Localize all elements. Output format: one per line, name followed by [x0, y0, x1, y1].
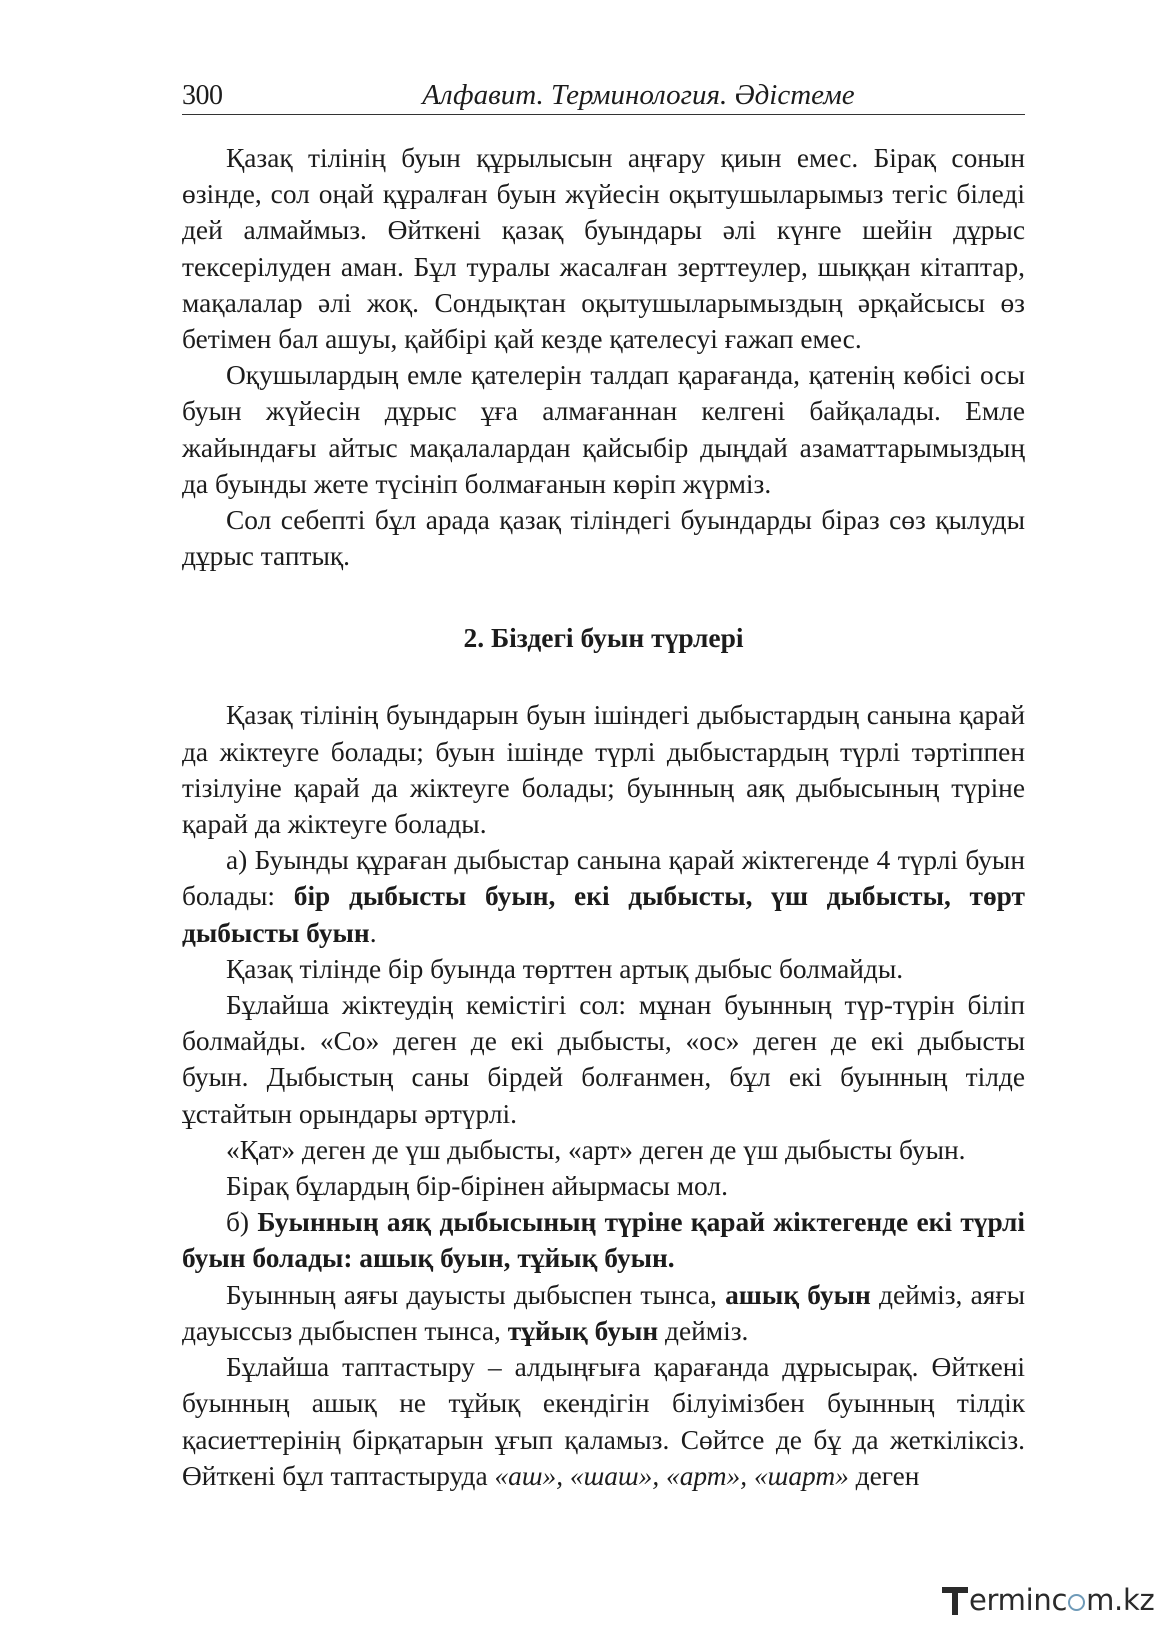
paragraph-open-t2: дейміз, аяғы дауыссыз дыбыспен тынса, — [182, 1279, 1025, 1346]
paragraph-open-t3: дейміз. — [658, 1315, 749, 1346]
paragraph-a — [182, 842, 1025, 951]
paragraph-last-tail: деген — [848, 1460, 920, 1491]
term-open-syllable: ашық буын — [725, 1279, 871, 1310]
paragraph-open-closed — [182, 1277, 1025, 1349]
paragraph-a-bold: бір дыбысты буын, екі дыбысты, үш дыбысты, төрт дыбысты буын — [182, 881, 1025, 948]
paragraph-a-tail: . — [369, 917, 377, 948]
page-body — [182, 140, 1025, 1494]
site-watermark — [942, 1583, 1155, 1627]
section-paragraph-1: Қазақ тілінің буындарын буын ішіндегі дыбыстардың санына қарай да жіктеуге болады; буын ішінде түрлі дыбыстардың түрлі тәртіппен тізілуіне қарай да жіктеуге болады; буынның аяқ дыбысының түріне қарай да жіктеуге болады. — [182, 700, 1025, 840]
paragraph-last-text: Бұлайша таптастыру – алдыңғыға қарағанда дұрысырақ. Өйткені буынның ашық не тұйық екендігін білуімізбен буынның тілдік қасиеттерінің бірқатарын ұғып қаламыз. Сөйтсе де бұ да жеткіліксіз. Өйткені бұл таптастыруда — [182, 1352, 1025, 1491]
watermark-t-logo-icon — [942, 1585, 968, 1615]
paragraph-open-t1: Буынның аяғы дауысты дыбыспен тынса, — [226, 1279, 726, 1310]
section-heading: 2. Біздегі буын түрлері — [463, 622, 744, 654]
watermark-ring-icon — [1068, 1594, 1085, 1611]
paragraph-b-lead: б) — [226, 1207, 258, 1238]
watermark-text-1: erminc — [969, 1583, 1068, 1617]
running-title: Алфавит. Терминология. Әдістеме — [422, 79, 855, 111]
page-number: 300 — [182, 80, 223, 111]
watermark-text-2: m.kz — [1086, 1583, 1155, 1617]
paragraph-last — [182, 1349, 1025, 1494]
paragraph-2: Оқушылардың емле қателерін талдап қарағанда, қатенің көбісі осы буын жүйесін дұрыс ұға алмағаннан келгені байқалады. Емле жайындағы айтыс мақалалардан қайсыбір дыңдай азаматтарымыздың да буынды жете түсініп болмағанын көріп жүрміз. — [182, 360, 1025, 499]
paragraph-difference: Бірақ бұлардың бір-бірінен айырмасы мол. — [226, 1171, 728, 1202]
paragraph-b-bold: Буынның аяқ дыбысының түріне қарай жіктегенде екі түрлі буын болады: ашық буын, тұйық буын. — [182, 1207, 1025, 1274]
paragraph-flaw: Бұлайша жіктеудің кемістігі сол: мұнан буынның түр-түрін біліп болмайды. «Со» деген де екі дыбысты, «ос» деген де екі дыбысты буын. Дыбыстың саны бірдей болғанмен, бұл екі буынның тілде ұстайтын орындары әртүрлі. — [182, 990, 1025, 1129]
running-header — [182, 76, 1025, 115]
paragraph-last-examples: «аш», «шаш», «арт», «шарт» — [494, 1460, 849, 1491]
paragraph-kat: «Қат» деген де үш дыбысты, «арт» деген де үш дыбысты буын. — [226, 1134, 966, 1165]
term-closed-syllable: тұйық буын — [507, 1315, 659, 1346]
paragraph-a-lead: а) Буынды құраған дыбыстар санына қарай жіктегенде 4 түрлі буын болады: — [182, 845, 1025, 912]
paragraph-b — [182, 1204, 1025, 1276]
paragraph-1: Қазақ тілінің буын құрылысын аңғару қиын емес. Бірақ сонын өзінде, сол оңай құралған буын жүйесін оқытушыларымыз тегіс біледі дей алмаймыз. Өйткені қазақ буындары әлі күнге шейін дұрыс тексерілуден аман. Бұл туралы жасалған зерттеулер, шыққан кітаптар, мақалалар әлі жоқ. Сондықтан оқытушыларымыздың әрқайсысы өз бетімен бал ашуы, қайбірі қай кезде қателесуі ғажап емес. — [182, 143, 1025, 355]
paragraph-max-sounds: Қазақ тілінде бір буында төрттен артық дыбыс болмайды. — [226, 953, 904, 984]
paragraph-3: Сол себепті бұл арада қазақ тіліндегі буындарды біраз сөз қылуды дұрыс таптық. — [182, 505, 1025, 572]
